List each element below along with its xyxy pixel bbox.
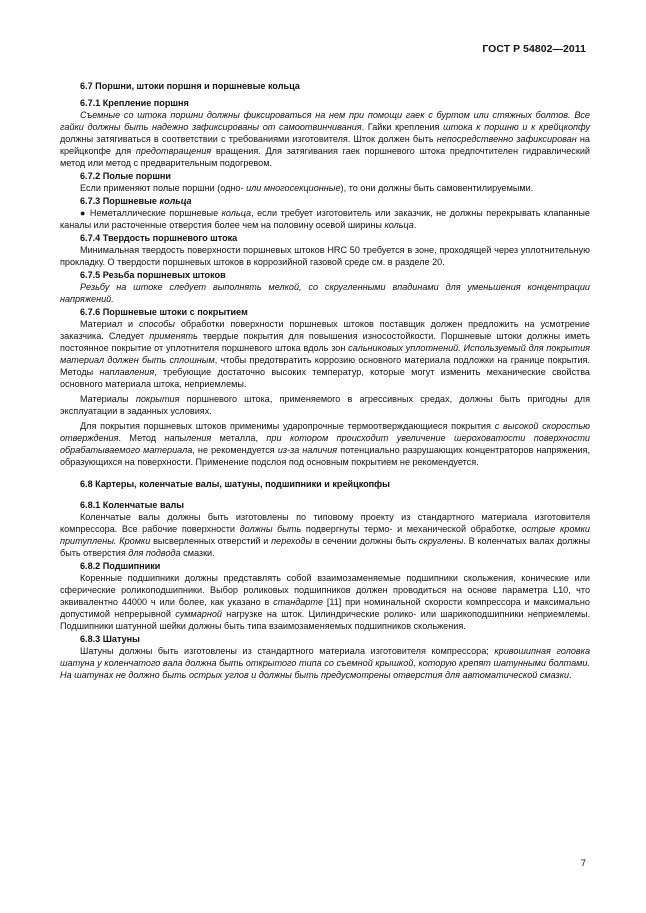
paragraph-6-7-2: Если применяют полые поршни (одно- или многосекционные), то они должны быть самовентилируемыми.	[80, 183, 534, 193]
paragraph-6-8-2: Коренные подшипники должны представлять собой взаимозаменяемые подшипники скольжения, конические или сферические роликоподшипники. Выбор роликовых подшипников должен проводиться на основе параметра L10, что эквивалентно 44000 ч или более, как указано в стандарте [11] при номинальной скорости компрессора и максимально допустимой непрерывной суммарной нагрузке на шток. Цилиндрические роликo- или шарикоподшипники неприемлемы. Подшипники шатунной шейки должны быть типа взаимозаменяемых подшипников скольжения.	[60, 573, 591, 631]
page-number: 7	[580, 858, 586, 869]
subsection-heading-6-8-1: 6.8.1 Коленчатые валы	[80, 500, 185, 510]
paragraph-6-8-1: Коленчатые валы должны быть изготовлены по типовому проекту из стандартного материала изготовителя компрессора. Все рабочие поверхности должны быть подвергнуты термо- и механической обработке, острые кромки притуплены. Кромки высверленных отверстий и переходы в сечении должны быть скруглены. В коленчатых валах должны быть отверстия для подвода смазки.	[60, 512, 590, 558]
paragraph-6-7-6-c: Для покрытия поршневых штоков применимы ударопрочные термоотверждающиеся покрытия с высокой скоростью отверждения. Метод напыления металла, при котором происходит увеличение шероховатости поверхности обрабатываемого материала, не рекомендуется из-за наличия потенциально разрушающих концентраторов напряжения, образующихся на поверхности. Применение подслоя под основным покрытием не рекомендуется.	[60, 421, 591, 467]
paragraph-6-7-6-b: Материалы покрытия поршневого штока, применяемого в агрессивных средах, должны быть пригодны для эксплуатации в заданных условиях.	[60, 394, 590, 416]
subsection-heading-6-7-2: 6.7.2 Полые поршни	[80, 171, 172, 181]
paragraph-6-7-4: Минимальная твердость поверхности поршневых штоков HRC 50 требуется в зоне, проходящей через уплотнительную прокладку. О твердости поршневых штоков в коррозийной газовой среде см. в разделе 20.	[60, 245, 590, 267]
subsection-heading-6-8-2: 6.8.2 Подшипники	[80, 561, 161, 571]
subsection-heading-6-8-3: 6.8.3 Шатуны	[80, 634, 140, 644]
section-heading-6-8: 6.8 Картеры, коленчатые валы, шатуны, подшипники и крейцкопфы	[80, 479, 390, 489]
document-body	[60, 80, 590, 681]
paragraph-6-7-5: Резьбу на штоке следует выполнять мелкой, со скругленными впадинами для уменьшения концентрации напряжений.	[60, 282, 590, 304]
document-code-header: ГОСТ Р 54802—2011	[482, 44, 586, 55]
subsection-heading-6-7-1: 6.7.1 Крепление поршня	[80, 98, 189, 108]
subsection-heading-6-7-5: 6.7.5 Резьба поршневых штоков	[80, 270, 226, 280]
section-heading-6-7: 6.7 Поршни, штоки поршня и поршневые кольца	[80, 81, 300, 91]
subsection-heading-6-7-3: 6.7.3 Поршневые кольца	[80, 196, 192, 206]
paragraph-6-7-6-a: Материал и способы обработки поверхности поршневых штоков поставщик должен предложить на усмотрение заказчика. Следует применять твердые покрытия для повышения износостойкости. Поршневые штоки должны иметь постоянное покрытие от уплотнителя поршневого штока вдоль зон сальниковых уплотнений. Используемый для покрытия материал должен быть сплошным, чтобы предотвратить коррозию основного материала подложки на границе покрытия. Методы наплавления, требующие достаточно высоких температур, которые могут изменить механические свойства основного материала штока, неприемлемы.	[60, 319, 590, 389]
paragraph-6-8-3: Шатуны должны быть изготовлены из стандартного материала изготовителя компрессора; кривошипная головка шатуна у коленчатого вала должна быть открытого типа со съемной крышкой, которую крепят шатунными болтами. На шатунах не должно быть острых углов и должны быть предусмотрены отверстия для автоматической смазки.	[60, 646, 590, 680]
paragraph-6-7-3: ● Неметаллические поршневые кольца, если требует изготовитель или заказчик, не должны перекрывать клапанные каналы или расточенные отверстия более чем на половину осевой ширины кольца.	[60, 208, 590, 230]
paragraph-6-7-1: Съемные со штока поршни должны фиксироваться на нем при помощи гаек с буртом или стяжных болтов. Все гайки должны быть надежно зафиксированы от самоотвинчивания. Гайки крепления штока к поршню и к крейцкопфу должны затягиваться в соответствии с требованиями изготовителя. Шток должен быть непосредственно зафиксирован на крейцкопфе для предотвращения вращения. Для затягивания гаек поршневого штока предпочтителен гидравлический метод или метод с предварительным подогревом.	[60, 110, 590, 168]
subsection-heading-6-7-4: 6.7.4 Твердость поршневого штока	[80, 233, 238, 243]
subsection-heading-6-7-6: 6.7.6 Поршневые штоки с покрытием	[80, 307, 248, 317]
